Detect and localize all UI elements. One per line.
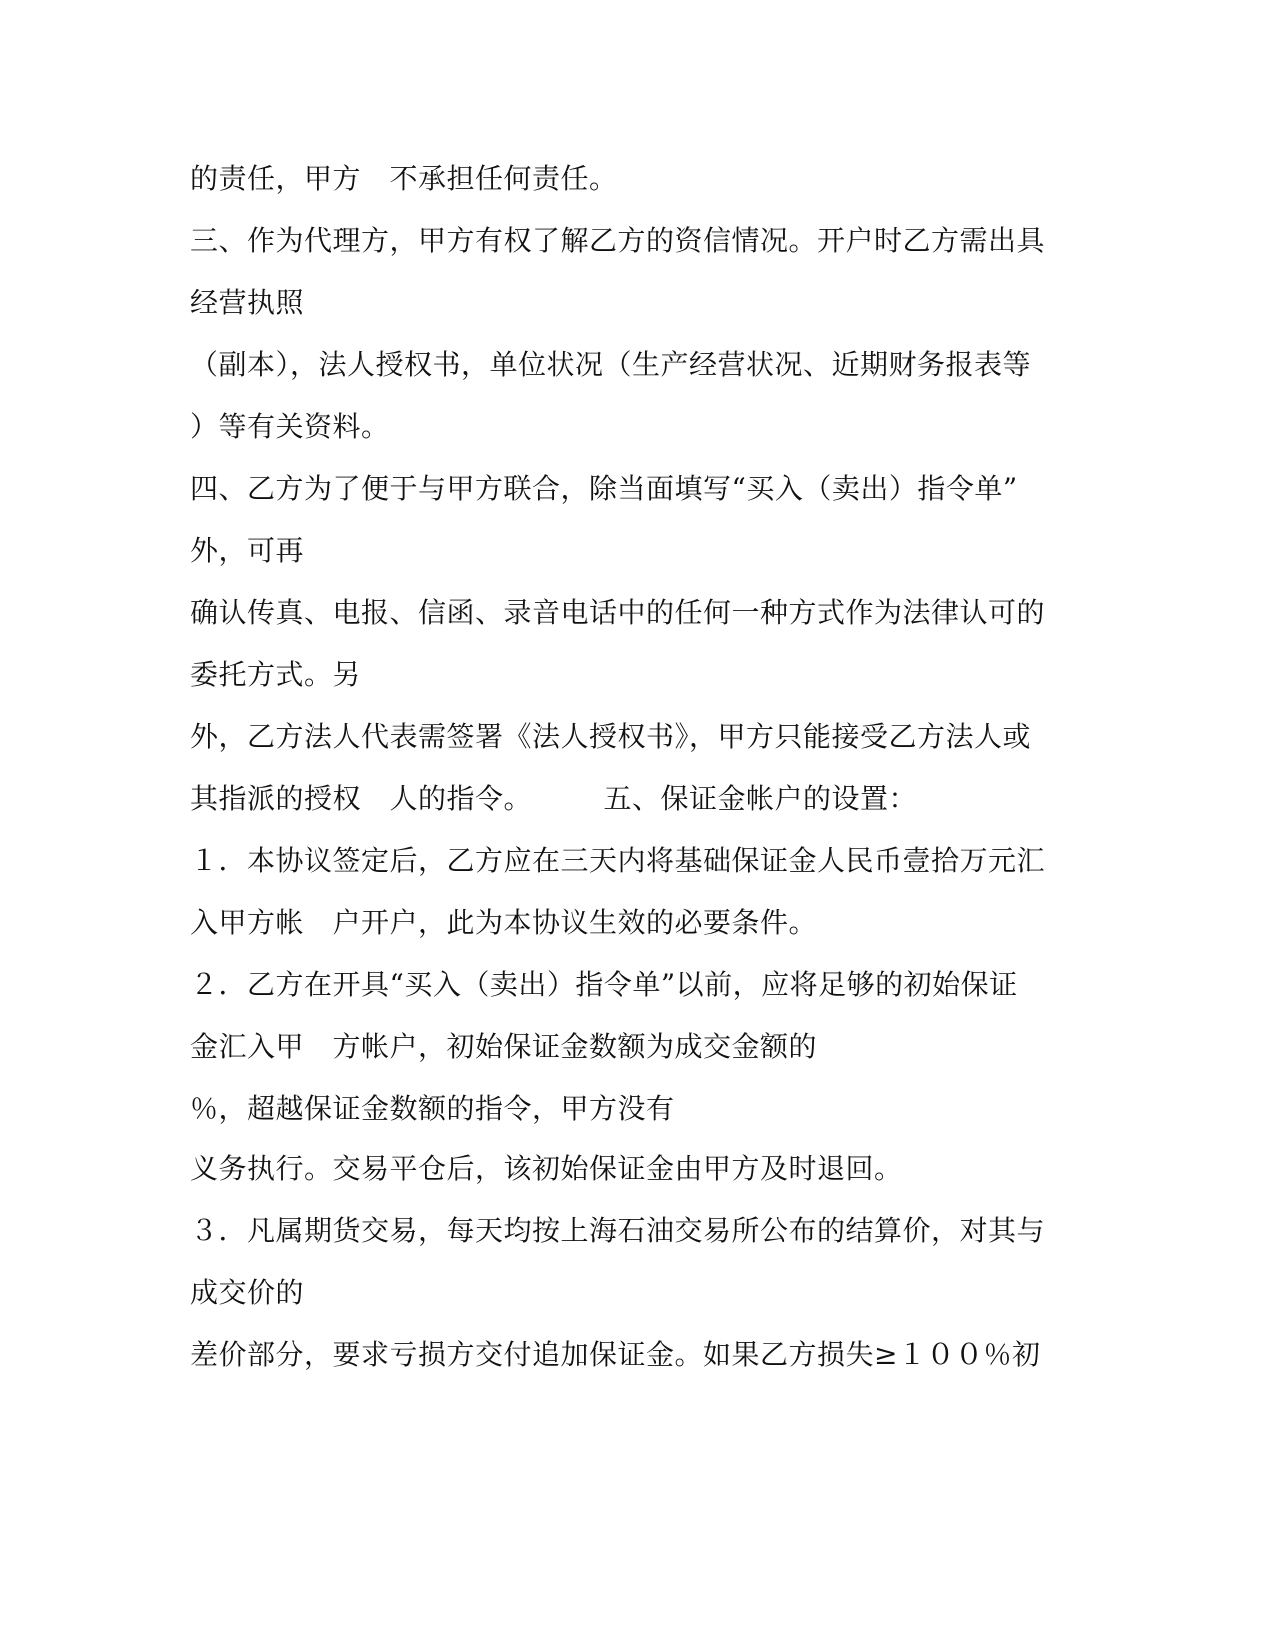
- text-line: 差价部分，要求亏损方交付追加保证金。如果乙方损失≥１００％初: [190, 1338, 1041, 1371]
- text-line: ％，超越保证金数额的指令，甲方没有: [190, 1092, 675, 1125]
- text-line: 委托方式。另: [190, 658, 362, 691]
- text-line: 确认传真、电报、信函、录音电话中的任何一种方式作为法律认可的: [190, 596, 1046, 629]
- text-line: 四、乙方为了便于与甲方联合，除当面填写“买入（卖出）指令单”: [190, 472, 1018, 505]
- text-line: 的责任，甲方 不承担任何责任。: [190, 162, 618, 195]
- text-line: 金汇入甲 方帐户，初始保证金数额为成交金额的: [190, 1030, 818, 1063]
- text-line: 义务执行。交易平仓后，该初始保证金由甲方及时退回。: [190, 1152, 903, 1185]
- text-line: ）等有关资料。: [190, 410, 390, 443]
- text-line: 成交价的: [190, 1276, 305, 1309]
- text-line: ２．乙方在开具“买入（卖出）指令单”以前，应将足够的初始保证: [190, 968, 1018, 1001]
- text-line: 外，乙方法人代表需签署《法人授权书》，甲方只能接受乙方法人或: [190, 720, 1032, 753]
- text-line: （副本），法人授权书，单位状况（生产经营状况、近期财务报表等: [190, 348, 1032, 381]
- text-line: 其指派的授权 人的指令。 五、保证金帐户的设置：: [190, 782, 918, 815]
- text-line: 入甲方帐 户开户，此为本协议生效的必要条件。: [190, 906, 818, 939]
- text-line: ３．凡属期货交易，每天均按上海石油交易所公布的结算价，对其与: [190, 1214, 1046, 1247]
- text-line: 外，可再: [190, 534, 305, 567]
- text-line: １．本协议签定后，乙方应在三天内将基础保证金人民币壹拾万元汇: [190, 844, 1046, 877]
- text-line: 经营执照: [190, 286, 305, 319]
- text-line: 三、作为代理方，甲方有权了解乙方的资信情况。开户时乙方需出具: [190, 224, 1046, 257]
